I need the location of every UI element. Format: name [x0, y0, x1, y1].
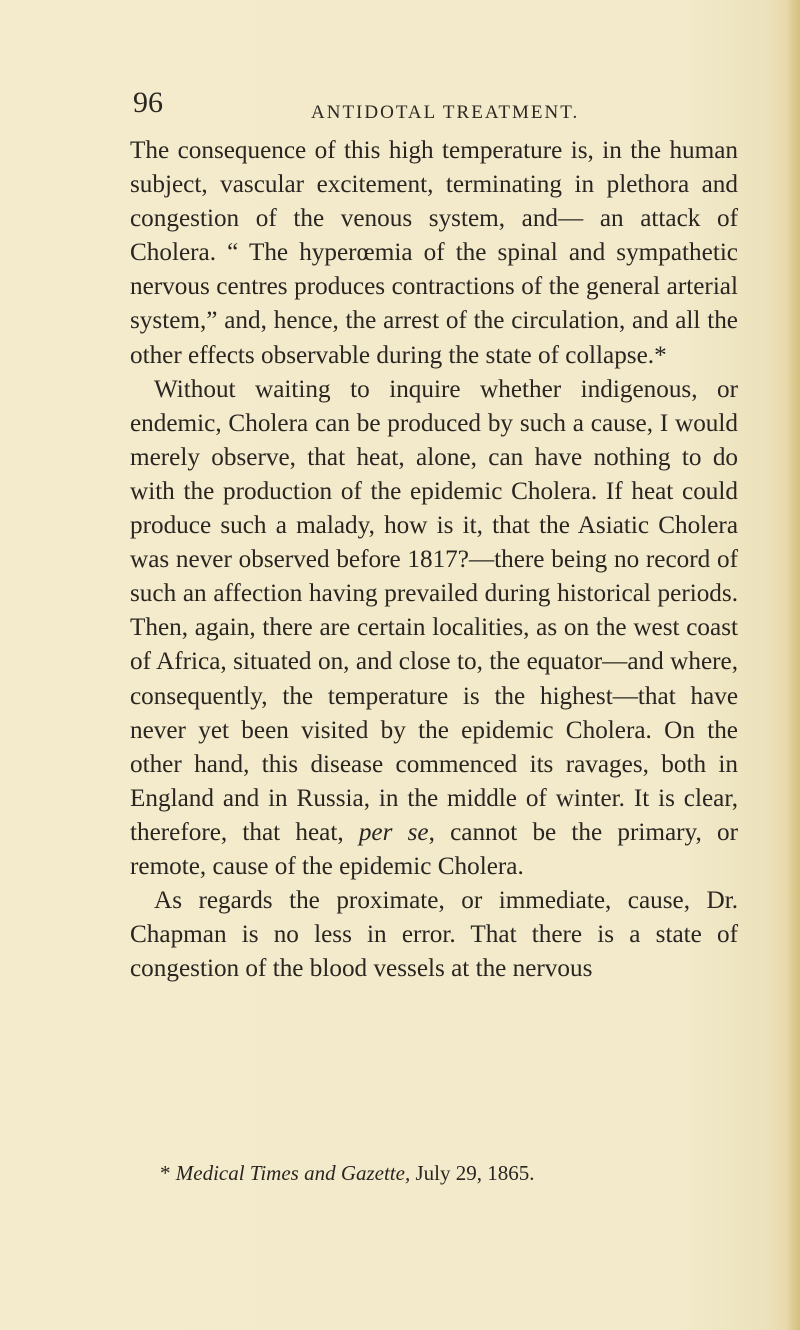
page-edge-shadow: [786, 0, 800, 1330]
per-se-italic: per se: [358, 818, 429, 846]
page-number: 96: [133, 86, 163, 119]
paragraph-2: Without waiting to inquire whether indigenous, or endemic, Cholera can be produced by such a cause, I would merely observe, that heat, alone, can have nothing to do with the production of the epidemic Cholera. If heat could produce such a malady, how is it, that the Asiatic Cholera was never observed before 1817?—there being no record of such an affection having prevailed during historical periods. Then, again, there are certain localities, as on the west coast of Africa, situated on, and close to, the equator—and where, consequently, the temperature is the highest—that have never yet been visited by the epidemic Cholera. On the other hand, this disease commenced its ravages, both in England and in Russia, in the middle of winter. It is clear, therefore, that heat, per se, cannot be the primary, or remote, cause of the epidemic Cholera.: [130, 375, 738, 880]
paragraph-3: As regards the proximate, or immediate, cause, Dr. Chapman is no less in error. That there is a state of congestion of the blood vessels at the nervous: [130, 887, 738, 983]
footnote-date: July 29, 1865.: [415, 1161, 535, 1185]
footnote-journal: Medical Times and Gazette,: [175, 1161, 411, 1185]
body-text: [130, 134, 738, 986]
footnote: [160, 1160, 720, 1186]
page-header: [0, 88, 800, 128]
paragraph-1: The consequence of this high temperature is, in the human subject, vascular excitement, terminating in plethora and congestion of the venous system, and— an attack of Cholera. “ The hyperœmia of the spinal and sympathetic nervous centres produces contractions of the general arterial system,” and, hence, the arrest of the circulation, and all the other effects observable during the state of collapse.*: [130, 137, 738, 369]
footnote-marker: *: [160, 1161, 171, 1185]
running-head: ANTIDOTAL TREATMENT.: [311, 102, 580, 123]
